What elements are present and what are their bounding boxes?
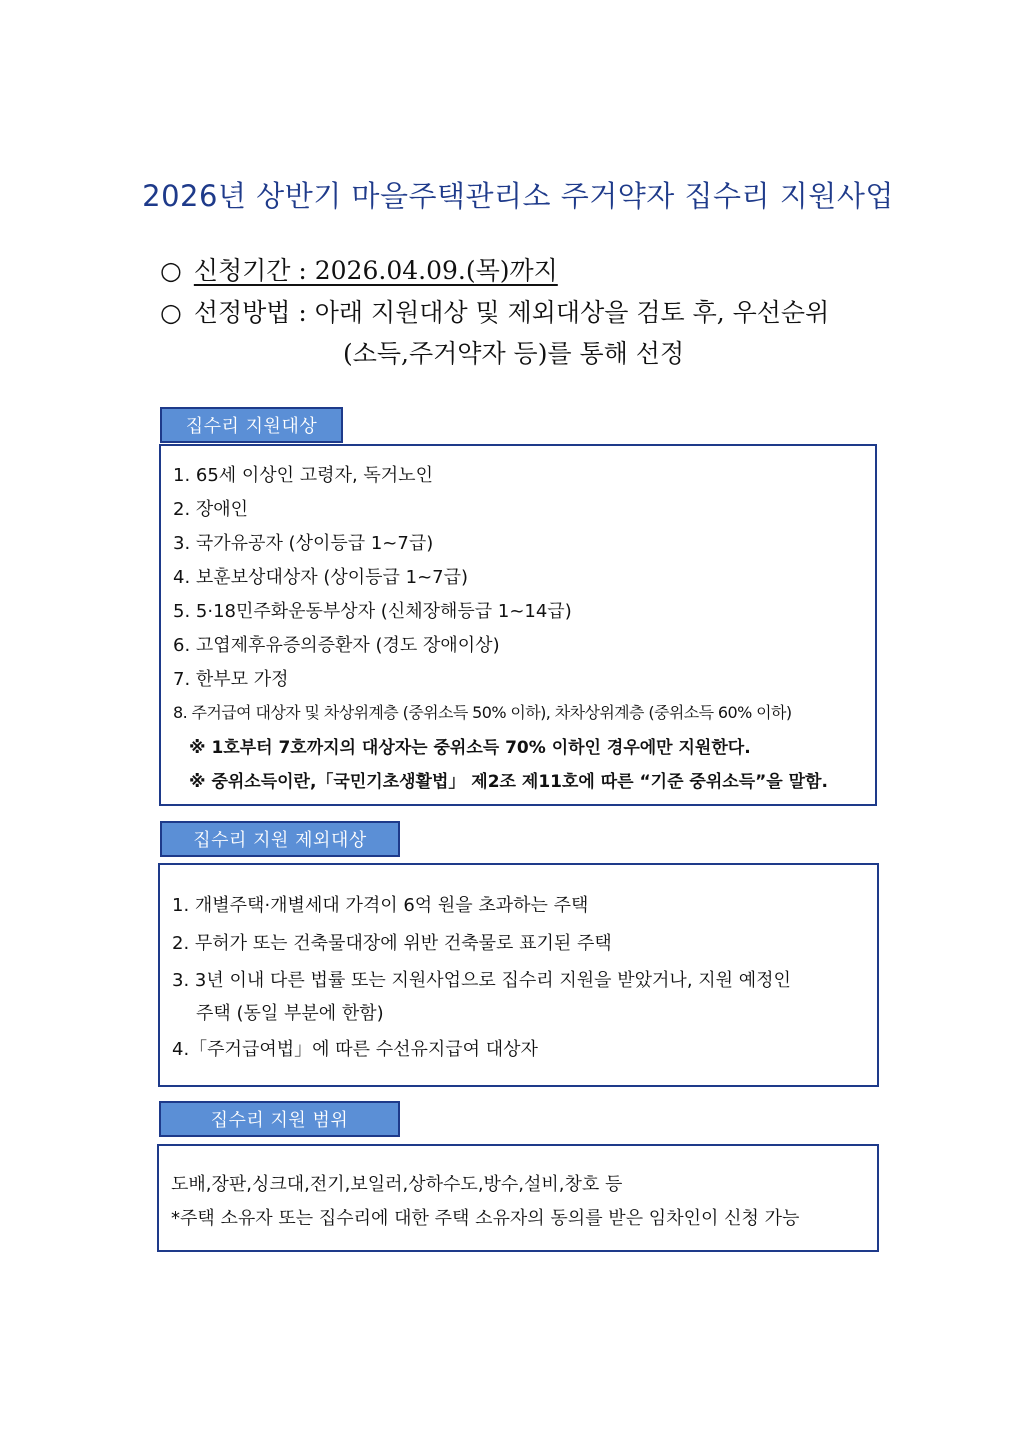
list-item: 1. 개별주택·개별세대 가격이 6억 원을 초과하는 주택	[172, 895, 589, 916]
list-item: 3. 3년 이내 다른 법률 또는 지원사업으로 집수리 지원을 받았거나, 지원 예정인	[172, 970, 791, 991]
list-item: 4.「주거급여법」에 따른 수선유지급여 대상자	[172, 1039, 538, 1060]
page-title: 2026년 상반기 마을주택관리소 주거약자 집수리 지원사업	[142, 179, 894, 213]
list-item: 7. 한부모 가정	[173, 669, 289, 690]
application-period	[160, 251, 558, 287]
scope-section-label: 집수리 지원 범위	[159, 1101, 400, 1137]
list-item: 4. 보훈보상대상자 (상이등급 1~7급)	[173, 567, 469, 588]
applicant-note: *주택 소유자 또는 집수리에 대한 주택 소유자의 동의를 받은 임차인이 신청 가능	[171, 1208, 800, 1229]
scope-box	[157, 1144, 879, 1252]
list-item: 2. 무허가 또는 건축물대장에 위반 건축물로 표기된 주택	[172, 933, 612, 954]
eligible-section-label: 집수리 지원대상	[160, 407, 343, 443]
circle-bullet-icon: ○	[160, 298, 182, 327]
list-item: 8. 주거급여 대상자 및 차상위계층 (중위소득 50% 이하), 차차상위계층 (중위소득 60% 이하)	[173, 703, 792, 722]
list-item: 6. 고엽제후유증의증환자 (경도 장애이상)	[173, 635, 500, 656]
circle-bullet-icon: ○	[160, 256, 182, 285]
selection-method-continued: (소득,주거약자 등)를 통해 선정	[343, 339, 685, 368]
median-income-note: ※ 중위소득이란,「국민기초생활법」 제2조 제11호에 따른 “기준 중위소득”을 말함.	[189, 772, 828, 792]
list-item: 5. 5·18민주화운동부상자 (신체장해등급 1~14급)	[173, 601, 572, 622]
selection-method	[160, 293, 829, 329]
excluded-section-label: 집수리 지원 제외대상	[160, 821, 400, 857]
application-period-text: 신청기간 : 2026.04.09.(목)까지	[193, 256, 558, 285]
excluded-box	[158, 863, 879, 1087]
list-item-continued: 주택 (동일 부분에 한함)	[196, 1003, 384, 1024]
eligible-box	[159, 444, 877, 806]
list-item: 2. 장애인	[173, 499, 249, 520]
eligibility-note: ※ 1호부터 7호까지의 대상자는 중위소득 70% 이하인 경우에만 지원한다.	[189, 738, 751, 758]
repair-items: 도배,장판,싱크대,전기,보일러,상하수도,방수,설비,창호 등	[171, 1174, 623, 1195]
selection-method-text: 선정방법 : 아래 지원대상 및 제외대상을 검토 후, 우선순위	[193, 298, 830, 327]
list-item: 1. 65세 이상인 고령자, 독거노인	[173, 465, 433, 486]
list-item: 3. 국가유공자 (상이등급 1~7급)	[173, 533, 434, 554]
